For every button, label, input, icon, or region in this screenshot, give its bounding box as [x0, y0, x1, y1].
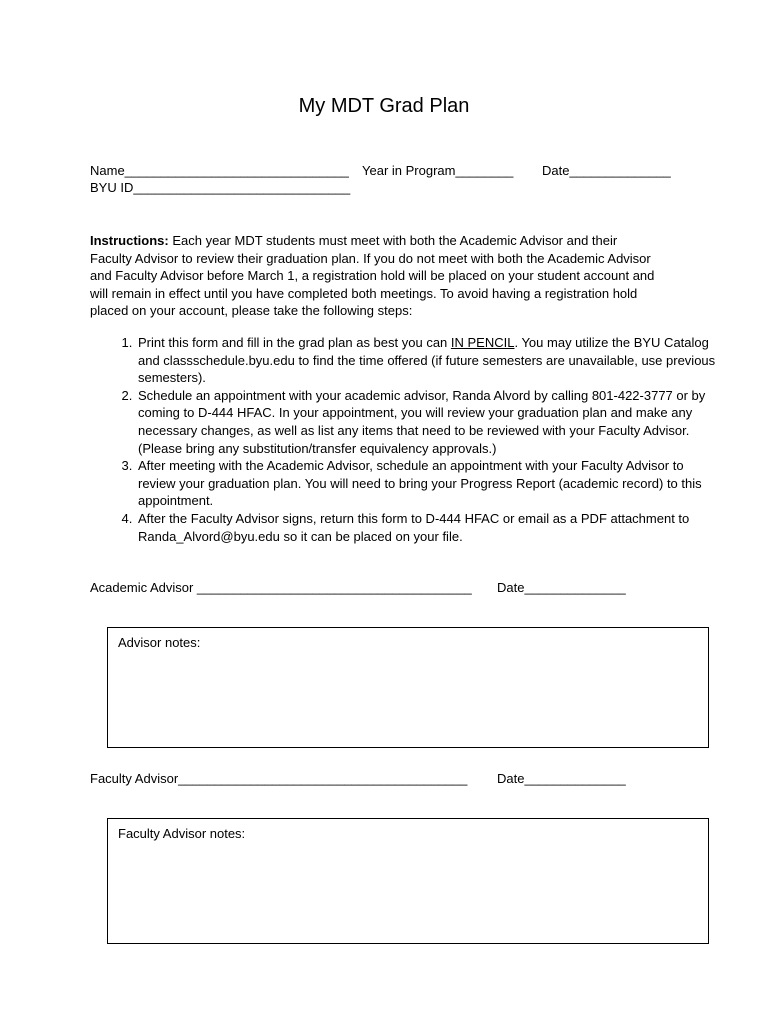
- year-in-program-field: Year in Program________: [362, 163, 514, 178]
- byu-id-field: BYU ID______________________________: [90, 180, 351, 195]
- faculty-advisor-notes-box: [107, 818, 709, 944]
- step-item: 4. After the Faculty Advisor signs, return this form to D-444 HFAC or email as a PDF attachment to Randa_Alvord@byu.edu so it can be placed on your file.: [136, 510, 724, 545]
- academic-advisor-date: Date______________: [497, 580, 626, 595]
- advisor-notes-box: [107, 627, 709, 748]
- instructions-paragraph: [90, 232, 662, 320]
- instructions-text: Each year MDT students must meet with both the Academic Advisor and their Faculty Advisor to review their graduation plan. If you do not meet with both the Academic Advisor and Faculty Advisor before March 1, a registration hold will be placed on your student account and will remain in effect until you have completed both meetings. To avoid having a registration hold placed on your account, please take the following steps:: [90, 233, 655, 319]
- faculty-advisor-date: Date______________: [497, 771, 626, 786]
- date-field: Date______________: [542, 163, 671, 178]
- step-text: Print this form and fill in the grad plan as best you can: [138, 335, 451, 350]
- step-item: [136, 334, 724, 387]
- step-item: 3. After meeting with the Academic Advisor, schedule an appointment with your Faculty Advisor to review your graduation plan. You will need to bring your Progress Report (academic record) to this appointment.: [136, 457, 724, 510]
- faculty-advisor-signature: Faculty Advisor________________________________________: [90, 771, 468, 786]
- step-item: 2. Schedule an appointment with your academic advisor, Randa Alvord by calling 801-422-3777 or by coming to D-444 HFAC. In your appointment, you will review your graduation plan and make any necessary changes, as well as list any items that need to be reviewed with your Faculty Advisor. (Please bring any substitution/transfer equivalency approvals.): [136, 387, 724, 457]
- page-title: My MDT Grad Plan: [298, 95, 470, 117]
- steps-list: [90, 334, 724, 545]
- faculty-advisor-notes-label: Faculty Advisor notes:: [118, 826, 246, 841]
- step-emphasis: IN PENCIL: [450, 335, 515, 350]
- instructions-label: Instructions:: [90, 233, 169, 248]
- step-text: . You may utilize the BYU Catalog and classschedule.byu.edu to find the time offered (if future semesters are unavailable, use previous semesters).: [138, 335, 716, 386]
- name-field: Name_______________________________: [90, 163, 349, 178]
- academic-advisor-signature: Academic Advisor ______________________________________: [90, 580, 472, 595]
- advisor-notes-label: Advisor notes:: [118, 635, 201, 650]
